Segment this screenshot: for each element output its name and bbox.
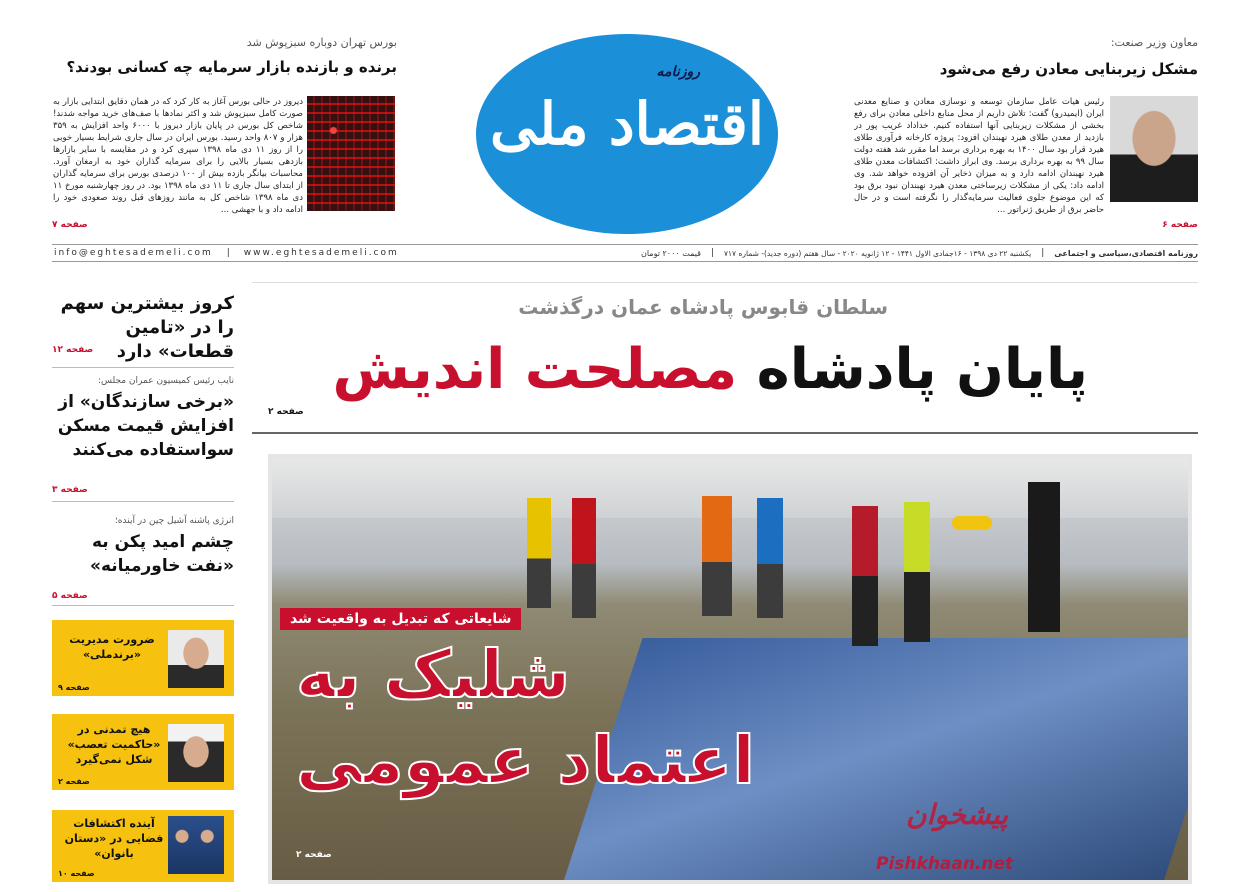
logo-main-text: اقتصاد ملی [490, 90, 764, 158]
story-body: رئیس هیات عامل سازمان توسعه و نوسازی معادن و صنایع معدنی ایران (ایمیدرو) گفت: تلاش داریم از محل منابع داخلی معادن برای رفع بخشی از مشکلات زیربنایی آنها استفاده کنیم. خداداد غریب پور در بازدید از معدن طلای هیرد نهبندان افزود: پروژه کارخانه فرآوری طلای هیرد قرار بود سال ۱۴۰۰ به بهره برداری برسد اما مقرر شد هفته دولت سال ۹۹ به بهره برداری برسد. وی ابراز داشت: اکتشافات معدن طلای هیرد نهبندان ادامه دارد و به میزان ذخایر آن افزوده خواهد شد. وی ادامه داد: یکی از مشکلات زیرساختی معدن هیرد نهبندان نبود برق بود که این موضوع جلوی فعالیت سرمایه‌گذار را نگرفته است و در حال حاضر برق از طریق ژنراتور ... [854, 97, 1104, 215]
main-story[interactable] [252, 282, 1198, 432]
helicopter [952, 516, 992, 530]
top-right-story [852, 30, 1198, 235]
person-photo [168, 630, 224, 688]
stock-board-photo [307, 96, 395, 211]
page-ref: صفحه ۱۲ [52, 345, 94, 355]
sidebar-story[interactable] [52, 376, 234, 502]
issue-info: یکشنبه ۲۲ دی ۱۳۹۸ - ۱۶جمادی الاول ۱۴۴۱ - ۱۲ ژانویه ۲۰۲۰ - سال هفتم (دوره جدید)- شماره ۷۱۷ [723, 248, 1032, 258]
yellow-box[interactable] [52, 714, 234, 790]
paper-type: روزنامه اقتصادی،سیاسی و اجتماعی [1054, 248, 1198, 258]
astronauts-photo [168, 816, 224, 874]
crash-site-photo[interactable] [268, 454, 1192, 884]
yellow-box[interactable] [52, 810, 234, 882]
figure [702, 496, 732, 616]
figure [757, 498, 783, 618]
newspaper-logo[interactable] [476, 34, 778, 234]
page-ref: صفحه ۳ [52, 485, 88, 495]
yellow-box[interactable] [52, 620, 234, 696]
page-ref: صفحه ۷ [52, 220, 88, 230]
page-ref: صفحه ۹ [58, 683, 90, 692]
photo-headline-line2: اعتماد عمومی [296, 722, 755, 799]
divider [252, 432, 1198, 434]
sidebar-story[interactable] [52, 516, 234, 606]
sidebar-headline: کروز بیشترین سهم را در «تامین قطعات» دارد [60, 293, 234, 362]
email-address[interactable]: info@eghtesademeli.com [54, 248, 213, 258]
watermark-en: Pishkhaan.net [876, 854, 1014, 874]
main-headline [333, 337, 1088, 402]
info-bar: info@eghtesademeli.com | www.eghtesademeli.com قیمت ۲۰۰۰ تومان | یکشنبه ۲۲ دی ۱۳۹۸ - ۱۶جمادی الاول ۱۴۴۱ - ۱۲ ژانویه ۲۰۲۰ - سال هفتم (دوره جدید)- شماره ۷۱۷ | روزنامه اقتصادی،سیاسی و اجتماعی [52, 244, 1198, 262]
photo-label: شایعاتی که تبدیل به واقعیت شد [280, 608, 521, 630]
story-kicker: بورس تهران دوباره سبزپوش شد [246, 36, 397, 49]
story-headline[interactable]: مشکل زیربنایی معادن رفع می‌شود [939, 60, 1198, 78]
yellow-box-text: آینده اکتشافات فضایی در «دستان بانوان» [64, 817, 164, 860]
page-ref: صفحه ۲ [296, 850, 332, 860]
website-address[interactable]: www.eghtesademeli.com [243, 248, 399, 258]
main-kicker: سلطان قابوس پادشاه عمان درگذشت [518, 295, 888, 319]
sidebar-kicker: انرژی پاشنه آشیل چین در آینده؛ [114, 516, 234, 526]
story-kicker: معاون وزیر صنعت: [1110, 36, 1198, 49]
figure [527, 498, 551, 608]
sidebar-headline: چشم امید پکن به «نفت خاورمیانه» [89, 532, 234, 576]
official-portrait-photo [1110, 96, 1198, 202]
story-body: دیروز در حالی بورس آغاز به کار کرد که در همان دقایق ابتدایی بازار به صورت کامل سبزپوش شد و اکثر نمادها با صف‌های خرید مواجه شدند! شاخص کل بورس در پایان بازار دیروز با ۶۰۰۰ واحد افزایش به ۳۵۹ هزار و ۸۰۷ واحد رسید. بورس ایران در سال جاری شرایط بسیار خوبی را از روز ۱۱ دی ماه ۱۳۹۸ سپری کرد و در مقایسه با سایر بازارها بازدهی بسیار بالایی را برای سرمایه گذاران خود به ارمغان آورد. محاسبات بیانگر بازده بیش از ۱۰۰ درصدی بورس برای سرمایه گذاران از ابتدای سال جاری تا ۱۱ دی ماه ۱۳۹۸ بود. در روز چهارشنبه مورخ ۱۱ دی ماه ۱۳۹۸ شاخص کل به مانند روزهای قبل روند صعودی خود را ادامه داد و با جهشی ... [53, 97, 303, 215]
headline-part2: مصلحت اندیش [332, 337, 738, 402]
sidebar [52, 282, 234, 892]
top-left-story [52, 30, 397, 235]
sidebar-headline: «برخی سازندگان» از افزایش قیمت مسکن سواستفاده می‌کنند [57, 392, 234, 460]
story-headline[interactable]: برنده و بازنده بازار سرمایه چه کسانی بودند؟ [66, 58, 397, 76]
logo-small-text: روزنامه [656, 64, 700, 80]
person-photo [168, 724, 224, 782]
yellow-box-text: هیچ تمدنی در «حاکمیت تعصب» شکل نمی‌گیرد [67, 723, 161, 766]
page-ref: صفحه ۶ [1162, 220, 1198, 230]
page-ref: صفحه ۵ [52, 591, 88, 601]
yellow-box-text: ضرورت مدیریت «برندملی» [69, 633, 155, 661]
price: قیمت ۲۰۰۰ تومان [640, 248, 701, 258]
page-ref: صفحه ۱۰ [58, 869, 95, 878]
sidebar-kicker: نایب رئیس کمیسیون عمران مجلس: [97, 376, 234, 386]
headline-part1: پایان پادشاه [756, 337, 1088, 402]
photo-headline-line1: شلیک به [296, 636, 571, 713]
figure [852, 506, 878, 646]
sidebar-story[interactable] [52, 282, 234, 368]
figure [572, 498, 596, 618]
figure [1028, 482, 1060, 632]
page-ref: صفحه ۲ [58, 777, 90, 786]
figure [904, 502, 930, 642]
watermark-fa: پیشخوان [906, 798, 1009, 831]
page-ref: صفحه ۲ [268, 407, 304, 417]
